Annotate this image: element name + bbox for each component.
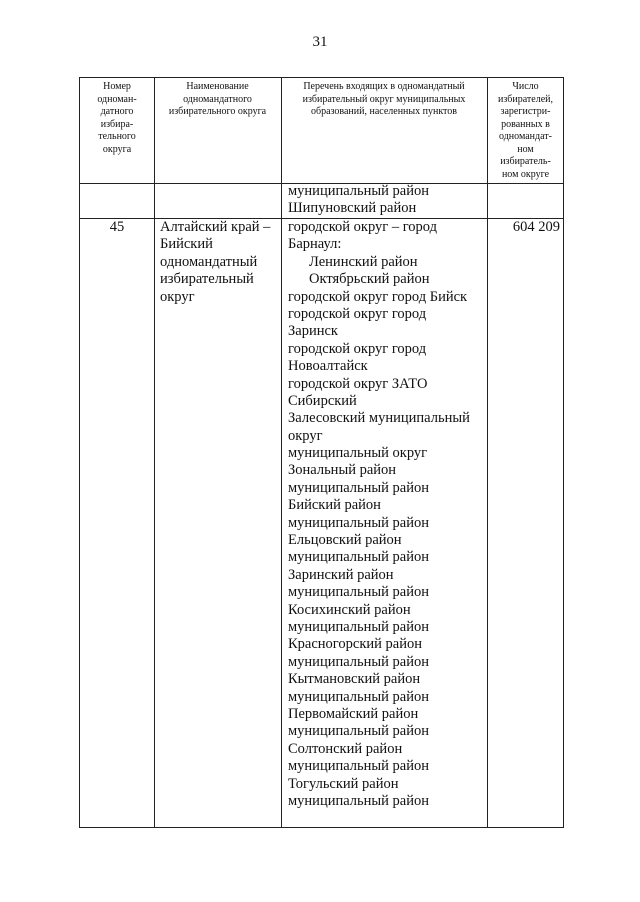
list-item: городской округ – город bbox=[288, 219, 438, 235]
list-item: муниципальный район bbox=[288, 792, 429, 809]
list-item: Новоалтайск bbox=[288, 358, 368, 375]
district-municipalities bbox=[288, 219, 470, 810]
list-item: Залесовский муниципальный bbox=[288, 410, 470, 427]
list-item: Барнаул: bbox=[288, 236, 342, 253]
header-district-name: Наименование одномандатного избирательного округа bbox=[168, 81, 267, 117]
list-item: Зональный район bbox=[288, 462, 397, 479]
column-divider bbox=[281, 78, 282, 827]
list-item: Кытмановский район bbox=[288, 671, 421, 688]
list-item: Тогульский район bbox=[288, 775, 399, 792]
list-item: муниципальный район bbox=[288, 584, 429, 601]
list-item: Красногорский район bbox=[288, 636, 422, 653]
districts-table bbox=[79, 77, 564, 828]
list-item: Ленинский район bbox=[309, 253, 418, 270]
header-number: Номер одноман- датного избира- тельного округа bbox=[97, 81, 137, 155]
list-item: Первомайский район bbox=[288, 705, 419, 722]
list-item: Солтонский район bbox=[288, 740, 403, 757]
district-name: Алтайский край – Бийский одномандатный избирательный округ bbox=[160, 219, 271, 305]
list-item: муниципальный район bbox=[288, 653, 429, 670]
column-divider bbox=[154, 78, 155, 827]
list-item: муниципальный район bbox=[288, 549, 429, 566]
list-item: городской округ город Бийск bbox=[288, 288, 468, 305]
header-voter-count: Число избирателей, зарегистри- рованных в одномандат- ном избиратель- ном округе bbox=[497, 81, 553, 180]
list-item: городской округ ЗАТО bbox=[288, 375, 428, 392]
district-number: 45 bbox=[109, 219, 125, 235]
district-voter-count: 604 209 bbox=[512, 219, 560, 235]
header-municipalities: Перечень входящих в одномандатный избирательный округ муниципальных образований, населенных пунктов bbox=[302, 81, 466, 117]
list-item: муниципальный район bbox=[288, 758, 429, 775]
list-item: муниципальный район bbox=[288, 479, 429, 496]
continuation-municipalities bbox=[288, 183, 429, 218]
list-item: Заринск bbox=[288, 323, 338, 340]
list-item: муниципальный район bbox=[288, 723, 429, 740]
list-item: Бийский район bbox=[288, 497, 381, 514]
list-item: Шипуновский район bbox=[288, 200, 417, 217]
list-item: муниципальный район bbox=[288, 618, 429, 635]
list-item: Ельцовский район bbox=[288, 532, 402, 549]
list-item: Заринский район bbox=[288, 566, 394, 583]
list-item: муниципальный район bbox=[288, 514, 429, 531]
list-item: Сибирский bbox=[288, 392, 357, 409]
list-item: городской округ город bbox=[288, 305, 427, 322]
list-item: городской округ город bbox=[288, 340, 427, 357]
list-item: Косихинский район bbox=[288, 601, 411, 618]
list-item: муниципальный район bbox=[288, 688, 429, 705]
list-item: муниципальный район bbox=[288, 183, 429, 199]
list-item: Октябрьский район bbox=[309, 271, 430, 288]
column-divider bbox=[487, 78, 488, 827]
list-item: округ bbox=[288, 427, 323, 444]
page-number: 31 bbox=[312, 34, 328, 50]
list-item: муниципальный округ bbox=[288, 445, 428, 462]
